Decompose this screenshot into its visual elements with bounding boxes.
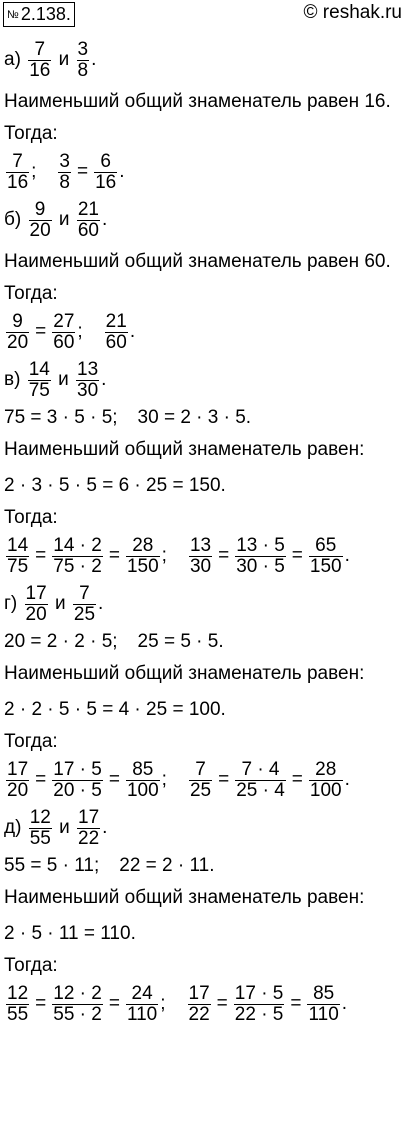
header xyxy=(0,0,410,30)
part-d-factors: 55 = 5 · 11; 22 = 2 · 11. xyxy=(4,855,215,876)
fraction xyxy=(105,312,128,353)
part-a-lcd: Наименьший общий знаменатель равен 16. xyxy=(4,91,391,112)
numerator: 9 xyxy=(34,198,46,220)
fraction xyxy=(52,760,103,801)
equals-sign: = xyxy=(108,545,120,566)
fraction xyxy=(234,984,285,1025)
fraction xyxy=(52,536,103,577)
fraction xyxy=(6,536,29,577)
fraction xyxy=(235,760,286,801)
fraction xyxy=(28,40,51,81)
denominator: 30 · 5 xyxy=(236,555,285,577)
fraction xyxy=(25,584,48,625)
denominator: 55 xyxy=(7,1003,29,1025)
part-d-result: $\frac{12}{55}$ = $\frac{12 \cdot 2}{55 \cdot 2}$ = $\frac{24}{110}$ ; $\frac{17}{22}$ = $\frac{17 \cdot 5}{22 \cdot 5}$ = $\frac{85}{110}$ . xyxy=(7,982,348,1025)
fraction xyxy=(307,984,339,1025)
denominator: 100 xyxy=(126,779,159,801)
numerator: 17 xyxy=(25,582,47,604)
denominator: 20 xyxy=(7,331,29,353)
denominator: 75 xyxy=(28,379,50,401)
solution xyxy=(4,36,406,1028)
denominator: 20 · 5 xyxy=(53,779,102,801)
denominator: 16 xyxy=(95,171,117,193)
denominator: 60 xyxy=(53,331,75,353)
equals-sign: = xyxy=(35,769,47,790)
fraction xyxy=(77,808,100,849)
fraction xyxy=(52,312,75,353)
part-g-result: $\frac{17}{20}$ = $\frac{17 \cdot 5}{20 \cdot 5}$ = $\frac{85}{100}$ ; $\frac{7}{25}$ = $\frac{7 \cdot 4}{25 \cdot 4}$ = $\frac{28}{100}$ . xyxy=(7,758,350,801)
denominator: 30 xyxy=(77,379,99,401)
part-g-lcd: Наименьший общий знаменатель равен: xyxy=(4,663,365,684)
numerator: 28 xyxy=(315,758,337,780)
numerator: 28 xyxy=(132,534,154,556)
denominator: 20 xyxy=(25,603,47,625)
source-credit: © reshak.ru xyxy=(303,2,402,23)
numerator: 85 xyxy=(132,758,154,780)
numerator: 12 xyxy=(7,982,29,1004)
part-d-calc: 2 · 5 · 11 = 110. xyxy=(4,923,136,944)
fraction xyxy=(77,40,90,81)
part-b-then: Тогда: xyxy=(4,283,58,304)
part-a-result: $\frac{7}{16}$ ; $\frac{3}{8}$ = $\frac{6}{16}$ . xyxy=(7,150,125,193)
fraction xyxy=(6,152,29,193)
fraction xyxy=(6,760,29,801)
equals-sign: = xyxy=(218,545,230,566)
denominator: 20 xyxy=(7,779,29,801)
equals-sign: = xyxy=(77,161,89,182)
part-d-then: Тогда: xyxy=(4,955,58,976)
fraction xyxy=(188,984,211,1025)
part-g-factors: 20 = 2 · 2 · 5; 25 = 5 · 5. xyxy=(4,631,224,652)
denominator: 110 xyxy=(126,1003,158,1025)
numerator: 6 xyxy=(100,150,111,172)
part-d-task: д) $\frac{12}{55}$ и $\frac{17}{22}$ . xyxy=(4,806,108,849)
fraction xyxy=(29,200,52,241)
fraction xyxy=(58,152,71,193)
numerator: 17 xyxy=(78,806,100,828)
fraction xyxy=(189,536,212,577)
part-d-lcd: Наименьший общий знаменатель равен: xyxy=(4,887,365,908)
fraction xyxy=(309,536,343,577)
denominator: 22 · 5 xyxy=(234,1003,284,1025)
fraction xyxy=(126,536,160,577)
numerator: 27 xyxy=(53,310,75,332)
numerator: 12 xyxy=(29,806,51,828)
part-b-task: б) $\frac{9}{20}$ и $\frac{21}{60}$ . xyxy=(4,198,108,241)
numerator: 85 xyxy=(313,982,335,1004)
numerator: 7 xyxy=(195,758,206,780)
denominator: 55 xyxy=(29,827,51,849)
denominator: 55 · 2 xyxy=(53,1003,102,1025)
fraction xyxy=(6,984,29,1025)
numerator: 14 xyxy=(7,534,29,556)
denominator: 20 xyxy=(29,219,51,241)
equals-sign: = xyxy=(216,993,228,1014)
part-v-task: в) $\frac{14}{75}$ и $\frac{13}{30}$ . xyxy=(4,358,107,401)
denominator: 25 · 4 xyxy=(236,779,285,801)
fraction xyxy=(73,584,96,625)
part-a-task: а) $\frac{7}{16}$ и $\frac{3}{8}$ . xyxy=(4,38,97,81)
numerator: 13 · 5 xyxy=(236,534,285,556)
part-g-calc: 2 · 2 · 5 · 5 = 4 · 25 = 100. xyxy=(4,699,226,720)
part-a-then: Тогда: xyxy=(4,123,58,144)
numerator: 13 xyxy=(189,534,212,556)
equals-sign: = xyxy=(291,769,303,790)
fraction xyxy=(29,808,52,849)
fraction xyxy=(77,200,100,241)
denominator: 110 xyxy=(308,1003,339,1025)
denominator: 75 xyxy=(7,555,29,577)
part-v-calc: 2 · 3 · 5 · 5 = 6 · 25 = 150. xyxy=(4,475,226,496)
problem-number: № 2.138. xyxy=(3,2,75,27)
denominator: 25 xyxy=(73,603,96,625)
denominator: 22 xyxy=(78,827,100,849)
equals-sign: = xyxy=(291,545,303,566)
denominator: 60 xyxy=(77,219,99,241)
fraction xyxy=(126,984,158,1025)
numerator: 3 xyxy=(59,150,70,172)
numerator: 7 xyxy=(34,38,46,60)
denominator: 8 xyxy=(77,59,89,81)
denominator: 75 · 2 xyxy=(53,555,102,577)
part-v-lcd: Наименьший общий знаменатель равен: xyxy=(4,439,365,460)
part-g-task: г) $\frac{17}{20}$ и $\frac{7}{25}$ . xyxy=(4,582,104,625)
part-b-lcd: Наименьший общий знаменатель равен 60. xyxy=(4,251,391,272)
equals-sign: = xyxy=(218,769,230,790)
numerator: 17 xyxy=(188,982,210,1004)
numerator: 21 xyxy=(77,198,99,220)
numerator: 65 xyxy=(315,534,337,556)
fraction xyxy=(126,760,160,801)
numerator: 17 xyxy=(7,758,29,780)
equals-sign: = xyxy=(35,993,47,1014)
denominator: 16 xyxy=(7,171,29,193)
equals-sign: = xyxy=(290,993,302,1014)
denominator: 60 xyxy=(105,331,127,353)
numerator: 7 · 4 xyxy=(241,758,280,780)
fraction xyxy=(52,984,103,1025)
fraction xyxy=(235,536,286,577)
part-b-result: $\frac{9}{20}$ = $\frac{27}{60}$ ; $\frac{21}{60}$ . xyxy=(7,310,136,353)
fraction xyxy=(309,760,343,801)
denominator: 150 xyxy=(309,555,342,577)
denominator: 100 xyxy=(309,779,342,801)
denominator: 8 xyxy=(59,171,70,193)
equals-sign: = xyxy=(108,769,120,790)
numerator: 14 · 2 xyxy=(53,534,102,556)
denominator: 25 xyxy=(189,779,212,801)
equals-sign: = xyxy=(108,993,120,1014)
equals-sign: = xyxy=(35,321,47,342)
numerator: 24 xyxy=(131,982,153,1004)
part-v-then: Тогда: xyxy=(4,507,58,528)
numerator: 3 xyxy=(77,38,89,60)
numerator: 9 xyxy=(12,310,23,332)
fraction xyxy=(189,760,212,801)
numerator: 7 xyxy=(12,150,23,172)
fraction xyxy=(28,360,51,401)
part-v-result: $\frac{14}{75}$ = $\frac{14 \cdot 2}{75 \cdot 2}$ = $\frac{28}{150}$ ; $\frac{13}{30}$ = $\frac{13 \cdot 5}{30 \cdot 5}$ = $\frac{65}{150}$ . xyxy=(7,534,350,577)
numerator: 7 xyxy=(79,582,90,604)
numerator: 14 xyxy=(28,358,50,380)
denominator: 150 xyxy=(126,555,159,577)
part-g-then: Тогда: xyxy=(4,731,58,752)
denominator: 22 xyxy=(188,1003,210,1025)
numerator: 13 xyxy=(77,358,99,380)
part-v-factors: 75 = 3 · 5 · 5; 30 = 2 · 3 · 5. xyxy=(4,407,252,428)
numerator: 21 xyxy=(105,310,127,332)
equals-sign: = xyxy=(35,545,47,566)
denominator: 16 xyxy=(29,59,51,81)
numerator: 12 · 2 xyxy=(53,982,102,1004)
numerator: 17 · 5 xyxy=(234,982,284,1004)
fraction xyxy=(6,312,29,353)
numerator: 17 · 5 xyxy=(53,758,102,780)
fraction xyxy=(76,360,99,401)
fraction xyxy=(94,152,117,193)
denominator: 30 xyxy=(189,555,212,577)
